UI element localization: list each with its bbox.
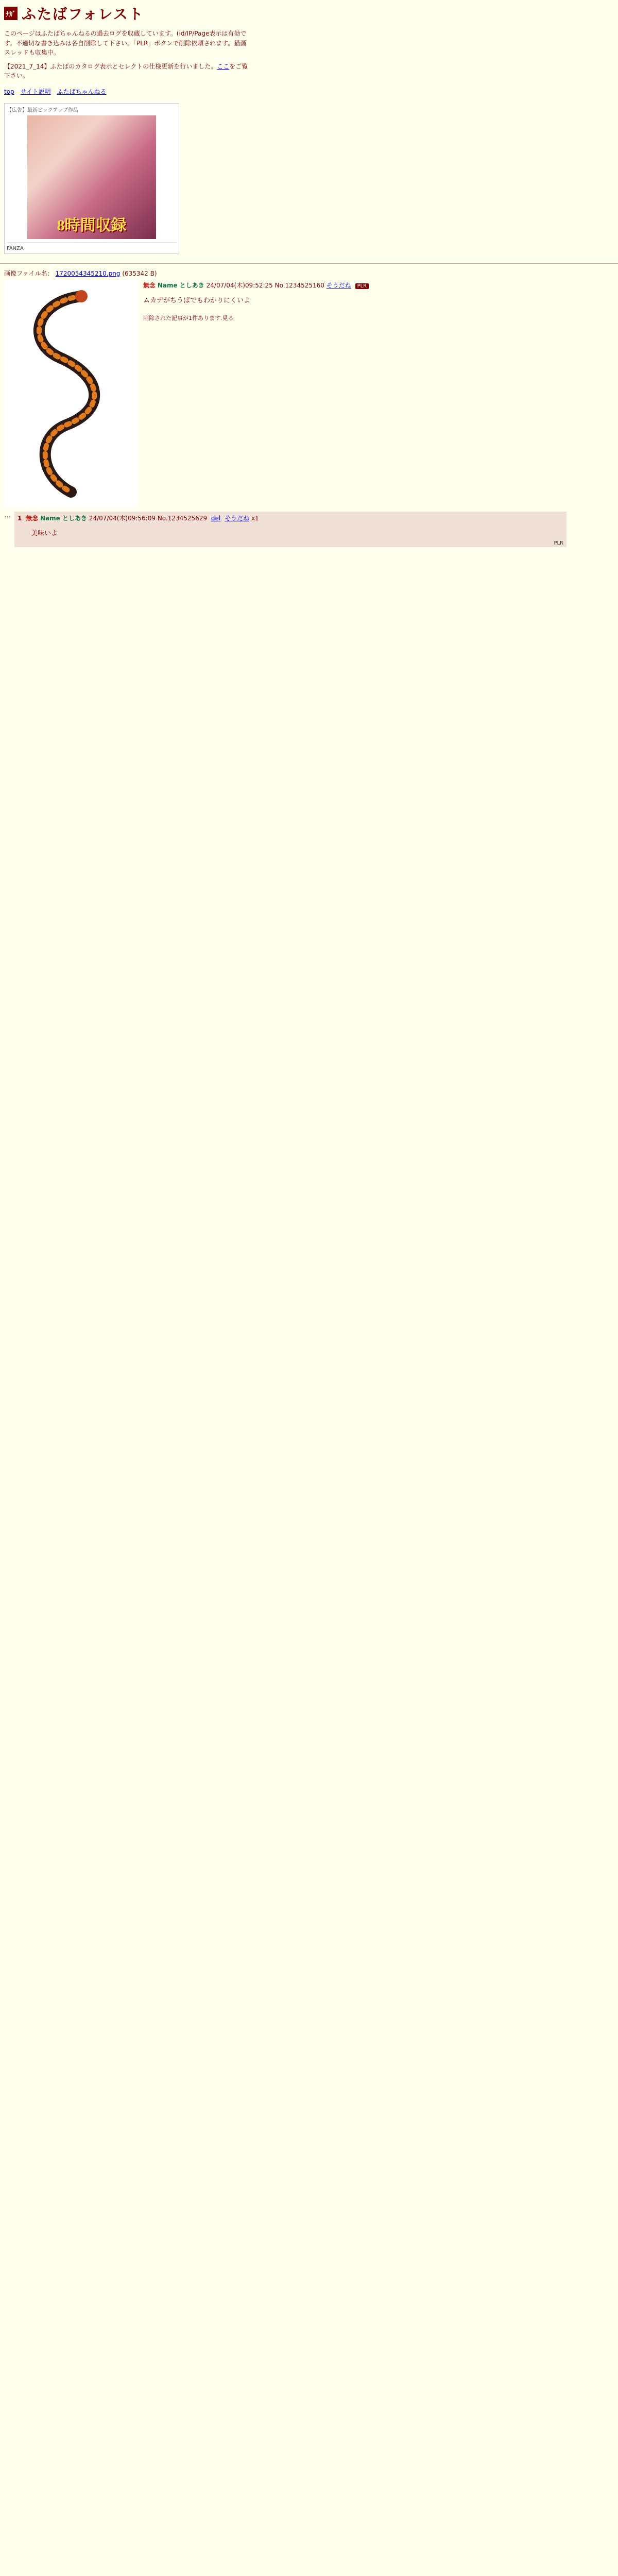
reply-name: Name としあき — [40, 514, 87, 522]
intro-line-1: このページはふたばちゃんねるの過去ログを収蔵しています。(id/IP/Page表示は有効です。不適切な書き込みは各自削除して下さい。「PLR」ボタンで削除依頼されます。猫画スレッドも収集中。 — [4, 30, 247, 57]
reply-date: 24/07/04(木)09:56:09 — [89, 514, 156, 522]
op-number: No.1234525160 — [274, 281, 324, 289]
reply-soudane-button[interactable]: そうだね — [225, 514, 250, 522]
original-post — [0, 281, 618, 507]
op-image[interactable] — [4, 281, 138, 507]
top-nav — [4, 87, 614, 96]
reply-plr-button[interactable]: PLR — [554, 540, 563, 547]
op-content — [143, 281, 369, 507]
op-file-line — [0, 269, 618, 278]
ad-footer: FANZA — [7, 242, 177, 251]
site-header — [0, 0, 618, 24]
op-soudane-button[interactable]: そうだね — [326, 281, 351, 289]
op-subject: 無念 — [143, 281, 156, 289]
intro-help-link[interactable]: ここ — [217, 62, 230, 70]
nav-about-link[interactable]: サイト説明 — [20, 88, 51, 95]
ad-image[interactable] — [27, 115, 156, 239]
op-file-info — [4, 269, 614, 278]
reply-lead: … — [4, 511, 11, 519]
op-date: 24/07/04(木)09:52:25 — [206, 281, 273, 289]
op-name: Name としあき — [157, 281, 204, 289]
ad-banner[interactable] — [4, 103, 179, 254]
reply-item — [4, 512, 614, 547]
reply-head — [18, 514, 563, 522]
reply-box — [14, 512, 566, 547]
reply-subject: 無念 — [26, 514, 39, 522]
nav-top-link[interactable]: top — [4, 88, 14, 95]
intro-line-2-prefix: 【2021_7_14】ふたばのカタログ表示とセレクトの仕様更新を行いました。 — [4, 62, 217, 70]
site-title: ふたばフォレスト — [22, 6, 144, 23]
reply-no: No.1234525629 — [157, 514, 208, 522]
op-plr-button[interactable]: PLR — [355, 283, 369, 289]
op-file-label: 画像ファイル名： — [4, 269, 54, 277]
divider — [0, 263, 618, 264]
ad-badge: 8時間収録 — [57, 216, 127, 234]
ad-caption: 【広告】最新ピックアップ作品 — [7, 107, 78, 113]
op-body: ムカデがちうばでもわかりにくいよ — [143, 296, 251, 304]
intro-line-2 — [4, 62, 251, 81]
op-file-link[interactable]: 1720054345210.png — [55, 269, 121, 277]
reply-del-link[interactable]: del — [211, 514, 221, 522]
site-logo-icon[interactable]: ﾅｶﾞ — [4, 7, 18, 20]
reply-body: 美味いよ — [31, 529, 58, 537]
op-deleted-note[interactable]: 削除された記事が1件あります.見る — [143, 314, 234, 321]
reply-list — [0, 512, 618, 547]
intro-notice — [4, 29, 251, 81]
nav-futaba-link[interactable]: ふたばちゃんねる — [57, 88, 107, 95]
intro-line-2-suffix: をご覧下さい。 — [4, 62, 248, 80]
reply-soudane-count: x1 — [251, 514, 259, 522]
op-file-size: (635342 B) — [122, 269, 157, 277]
centipede-illustration — [4, 281, 138, 507]
reply-number: 1 — [18, 514, 22, 522]
op-meta — [143, 281, 369, 290]
